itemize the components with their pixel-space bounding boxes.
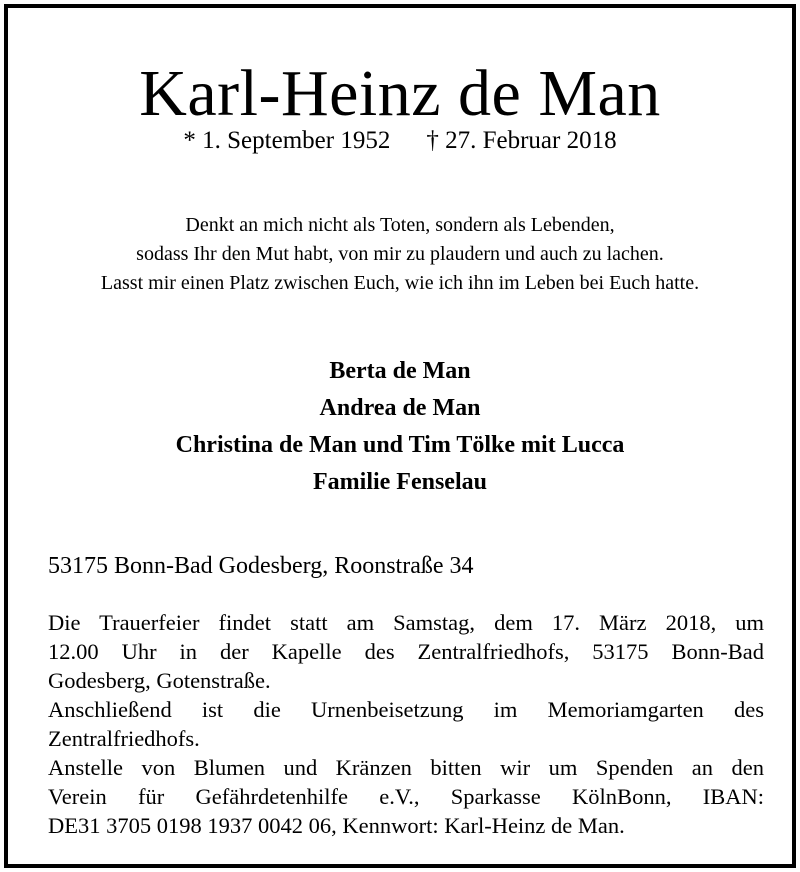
- poem-line: Denkt an mich nicht als Toten, sondern als Lebenden,: [185, 214, 615, 236]
- mourners-list: [8, 353, 792, 501]
- obituary-frame: [4, 4, 796, 868]
- notice-line: Godesberg, Gotenstraße.: [48, 668, 271, 693]
- notice-line: Zentralfriedhofs.: [48, 726, 200, 751]
- notice-line: Anstelle von Blumen und Kränzen bitten wir um Spenden an den: [48, 755, 764, 780]
- mourner-name: Berta de Man: [329, 358, 471, 384]
- poem-line: sodass Ihr den Mut habt, von mir zu plaudern und auch zu lachen.: [136, 243, 664, 265]
- notice-line: 12.00 Uhr in der Kapelle des Zentralfriedhofs, 53175 Bonn-Bad: [48, 639, 764, 664]
- poem-line: Lasst mir einen Platz zwischen Euch, wie ich ihn im Leben bei Euch hatte.: [100, 272, 700, 294]
- mourner-name: Familie Fenselau: [313, 469, 487, 495]
- deceased-name: Karl-Heinz de Man: [139, 57, 661, 130]
- death-date: † 27. Februar 2018: [426, 127, 617, 154]
- notice-line: Verein für Gefährdetenhilfe e.V., Sparkasse KölnBonn, IBAN:: [48, 784, 764, 809]
- life-dates: [8, 126, 792, 156]
- notice-line: Die Trauerfeier findet statt am Samstag, dem 17. März 2018, um: [48, 610, 764, 635]
- family-address: 53175 Bonn-Bad Godesberg, Roonstraße 34: [48, 553, 474, 579]
- notice-line: DE31 3705 0198 1937 0042 06, Kennwort: Karl-Heinz de Man.: [48, 813, 625, 838]
- memorial-poem: [8, 211, 792, 298]
- funeral-notice: [48, 608, 764, 840]
- mourner-name: Andrea de Man: [319, 395, 481, 421]
- mourner-name: Christina de Man und Tim Tölke mit Lucca: [175, 432, 625, 458]
- birth-date: * 1. September 1952: [183, 127, 391, 154]
- notice-line: Anschließend ist die Urnenbeisetzung im Memoriamgarten des: [48, 697, 764, 722]
